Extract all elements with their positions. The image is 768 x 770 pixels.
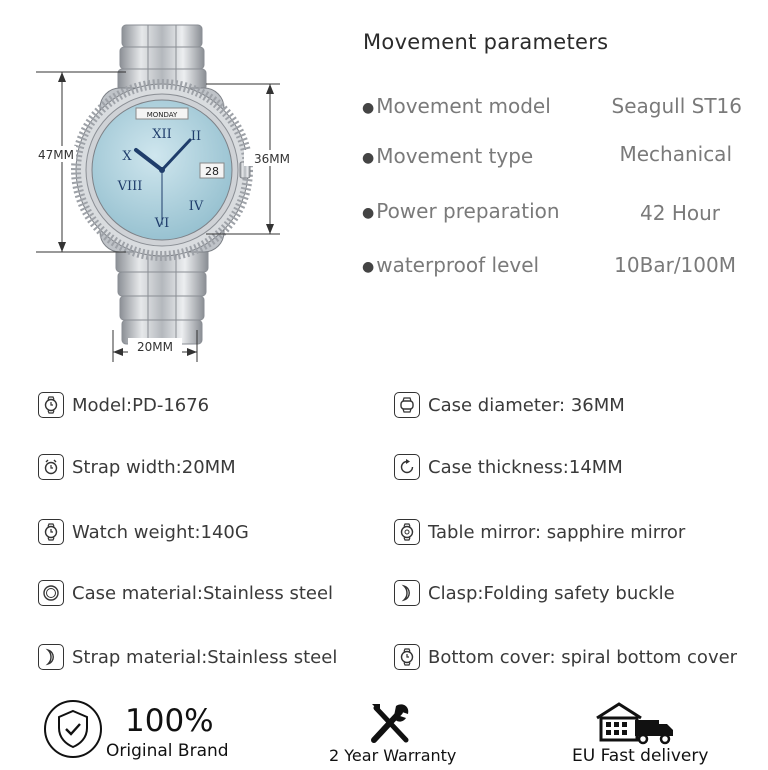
watch-case-icon [394,392,420,418]
original-brand-label: Original Brand [106,741,229,761]
spec-text: Table mirror: sapphire mirror [428,521,686,543]
watch-icon [394,519,420,545]
svg-text:28: 28 [205,165,219,178]
spec-model [38,390,209,420]
spec-clasp [394,578,675,608]
movement-row [362,94,762,126]
bullet-dot: ● [362,99,375,116]
delivery-label: EU Fast delivery [572,746,709,766]
spec-text: Strap width:20MM [72,456,236,478]
spec-text: Bottom cover: spiral bottom cover [428,646,738,668]
spec-table-mirror [394,517,685,547]
spec-text: Watch weight:140G [72,521,249,543]
movement-row-label: Movement model [376,94,551,118]
height-dimension-label: 47MM [38,148,74,162]
spec-text: Case material:Stainless steel [72,582,334,604]
movement-row-label: waterproof level [376,253,540,277]
svg-text:X: X [122,149,132,164]
spec-text: Case thickness:14MM [428,456,623,478]
svg-text:II: II [190,129,202,144]
original-brand-percent: 100% [125,703,214,739]
bullet-dot: ● [362,258,375,275]
movement-row-label: Movement type [376,144,534,168]
crescent-icon [38,644,64,670]
spec-strap-material [38,642,337,672]
svg-text:VI: VI [154,216,170,231]
movement-row-label: Power preparation [376,199,560,223]
movement-row [362,253,762,285]
watch-icon [38,454,64,480]
spec-bottom-cover [394,642,737,672]
strap-dimension-label: 20MM [137,340,173,354]
spec-text: Case diameter: 36MM [428,394,625,416]
tools-icon [366,700,416,748]
spec-text: Strap material:Stainless steel [72,646,338,668]
spec-case-thickness [394,452,623,482]
movement-row-value: Seagull ST16 [611,94,742,118]
spec-case-material [38,578,333,608]
watch-icon [38,519,64,545]
movement-row [362,144,762,176]
rotate-icon [394,454,420,480]
spec-case-diameter [394,390,625,420]
movement-row [362,199,762,231]
watch-diagram [30,20,310,365]
bullet-dot: ● [362,149,375,166]
spec-text: Model:PD-1676 [72,394,210,416]
svg-text:XII: XII [152,127,172,142]
upper-bracelet [118,25,206,91]
movement-row-value: 10Bar/100M [614,253,736,277]
spec-weight [38,517,249,547]
shield-check-icon [42,698,104,760]
diameter-dimension-label: 36MM [254,152,290,166]
crescent-icon [394,580,420,606]
spec-strap-width [38,452,236,482]
watch-icon [38,392,64,418]
watch-icon [394,644,420,670]
spec-text: Clasp:Folding safety buckle [428,582,675,604]
bullet-dot: ● [362,204,375,221]
ring-icon [38,580,64,606]
svg-text:VIII: VIII [117,179,143,194]
svg-text:MONDAY: MONDAY [146,111,178,119]
svg-text:IV: IV [188,199,204,214]
movement-row-value: Mechanical [619,142,732,166]
warranty-label: 2 Year Warranty [329,746,457,765]
delivery-truck-icon [595,700,677,746]
movement-parameters-title: Movement parameters [363,30,609,54]
movement-row-value: 42 Hour [640,201,720,225]
lower-bracelet [116,248,208,344]
